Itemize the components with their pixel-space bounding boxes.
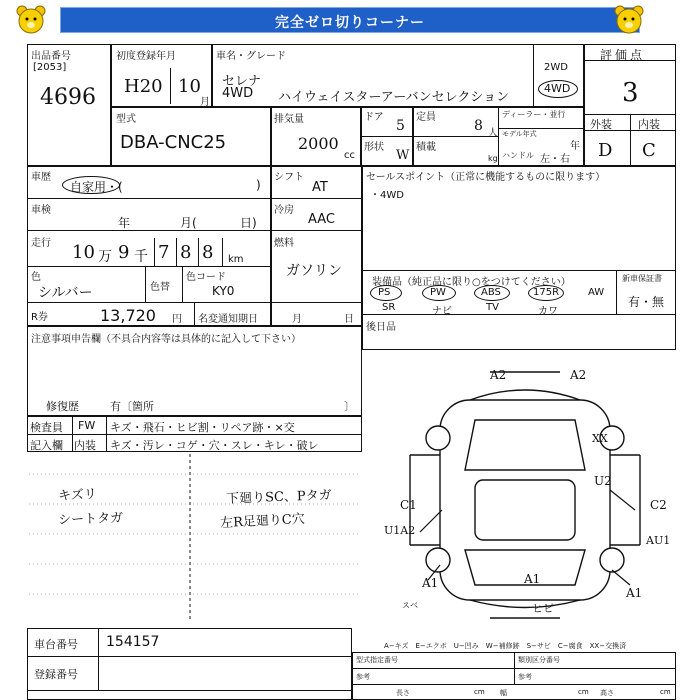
lot-number-label: 出品番号 (31, 51, 71, 62)
interior-grade: C (642, 140, 656, 161)
handwritten-note-2: シートタガ (57, 510, 124, 529)
reference-label-2: 参考 (518, 673, 532, 681)
sales-points-label: セールスポイント（正常に機能するものに限ります） (366, 172, 606, 183)
first-reg-month-unit: 月 (200, 97, 210, 108)
notes-label: 注意事項申告欄（不具合内容等は具体的に記入して下さい） (31, 334, 301, 345)
title-banner (60, 7, 640, 33)
capacity-unit: 人 (488, 128, 498, 139)
chassis-label: 車台番号 (34, 638, 78, 651)
category-number-label: 類別区分番号 (518, 656, 560, 664)
history-label: 車歴 (31, 172, 51, 183)
ac-value: AAC (308, 212, 335, 227)
equipment-sr: SR (382, 302, 396, 313)
damage-mark-au1: AU1 (646, 534, 671, 547)
handwritten-note-1: キズリ (57, 486, 98, 505)
after-market-label: 後日品 (366, 322, 396, 333)
dealer-label: ディーラー・並行 (502, 110, 566, 119)
model-year-label: モデル年式 (502, 130, 537, 138)
displacement-label: 排気量 (274, 114, 304, 125)
lot-number: 4696 (40, 85, 96, 110)
damage-mark-xx: XX (592, 432, 608, 445)
mileage-digit-10: 10 (72, 242, 95, 263)
sales-point-item: ・4WD (370, 190, 404, 201)
height-unit: cm (660, 688, 671, 696)
damage-mark-a1-left: A1 (422, 576, 439, 590)
bear-mascot-icon (612, 4, 646, 36)
first-reg-era: H20 (124, 76, 163, 97)
model-name-label: 車名・グレード (216, 51, 286, 62)
equipment-aw: AW (588, 287, 605, 298)
type-value: DBA-CNC25 (120, 132, 227, 153)
doors-label: ドア (364, 112, 384, 123)
recycle-unit: 円 (172, 314, 182, 325)
drive-4wd: 4WD (544, 82, 571, 95)
repair-history-close: 〕 (344, 400, 355, 413)
inspection-month: 月( (180, 216, 197, 230)
shift-value: AT (312, 180, 328, 195)
doors-value: 5 (396, 118, 405, 134)
damage-mark-hibi: ヒビ (532, 602, 554, 615)
drive-2wd: 2WD (544, 62, 568, 73)
warranty-value: 有・無 (628, 295, 665, 309)
equipment-pw: PW (430, 287, 446, 298)
load-label: 積載 (416, 142, 436, 153)
inspection-day: 日) (240, 216, 257, 230)
damage-mark-a1-right: A1 (626, 586, 643, 600)
color-change-label: 色替 (150, 282, 170, 293)
type-label: 型式 (116, 114, 136, 125)
reference-label-1: 参考 (356, 673, 370, 681)
damage-mark-a2-right: A2 (570, 368, 587, 382)
model-grade: ハイウェイスターアーバンセレクション (278, 90, 510, 105)
mileage-digit-9: 9 (118, 242, 130, 263)
model-year-unit: 年 (570, 141, 580, 152)
first-reg-month: 10 (178, 76, 201, 97)
handle-value: 左・右 (540, 154, 570, 165)
capacity-value: 8 (474, 118, 483, 134)
exterior-label: 外装 (590, 118, 612, 131)
recycle-value: 13,720 (100, 306, 156, 325)
equipment-175r: 175R (533, 287, 560, 298)
handle-label: ハンドル (502, 151, 534, 160)
inspector-int-items: キズ・汚レ・コゲ・穴・スレ・キレ・破レ (110, 439, 319, 452)
displacement-value: 2000 (298, 134, 339, 153)
designated-number-label: 型式指定番号 (356, 656, 398, 664)
equipment-leather: カワ (538, 306, 558, 317)
equipment-ps: PS (378, 287, 391, 298)
displacement-unit: cc (344, 150, 355, 161)
ac-label: 冷房 (274, 205, 294, 216)
model-name: セレナ (222, 74, 262, 89)
evaluation-label: 評価点 (600, 48, 646, 62)
repair-history-value: 有〔箇所 (110, 400, 154, 413)
inspection-year: 年 (118, 216, 131, 230)
inspection-label: 車検 (31, 205, 51, 216)
damage-mark-a2-left: A2 (490, 368, 507, 382)
page-title: 完全ゼロ切りコーナー (275, 15, 425, 31)
evaluation-score: 3 (622, 78, 639, 108)
reg-number-label: 登録番号 (34, 668, 78, 681)
equipment-label: 装備品（純正品に限り○をつけてください） (372, 277, 571, 288)
capacity-label: 定員 (416, 112, 436, 123)
color-code: KY0 (212, 284, 235, 298)
lot-sub-number: [2053] (33, 62, 67, 73)
exterior-grade: D (598, 140, 613, 161)
first-reg-label: 初度登録年月 (116, 51, 176, 62)
inspector-fw-items: キズ・飛石・ヒビ割・リペア跡・×交 (110, 421, 295, 434)
mileage-unit: km (228, 254, 244, 265)
length-label: 長さ (396, 689, 410, 697)
name-change-label: 名変通知期日 (198, 314, 258, 325)
history-value: 自家用・( (70, 180, 123, 194)
mileage-sen: 千 (134, 249, 148, 265)
handwritten-note-4: 左R足廻りC穴 (219, 511, 306, 532)
damage-mark-c2: C2 (650, 498, 667, 512)
mileage-digit-8a: 8 (180, 242, 192, 263)
load-unit: kg (488, 154, 498, 163)
length-unit: cm (474, 688, 485, 696)
color-code-label: 色コード (186, 272, 226, 283)
inspector-fw: FW (78, 419, 96, 432)
sales-equipment-block (362, 166, 676, 350)
damage-mark-kizu: スベ (402, 601, 418, 610)
fuel-label: 燃料 (274, 238, 294, 249)
handwriting-area (27, 452, 362, 622)
warranty-label: 新車保証書 (622, 274, 662, 283)
mileage-man: 万 (98, 249, 112, 265)
height-label: 高さ (600, 689, 614, 697)
interior-label: 内装 (638, 118, 660, 131)
shift-label: シフト (274, 172, 304, 183)
repair-history-label: 修復歴 (46, 400, 79, 413)
damage-mark-a1-mid: A1 (524, 572, 541, 586)
mileage-digit-7: 7 (158, 242, 170, 263)
damage-mark-c1: C1 (400, 498, 417, 512)
inspector-int: 内装 (74, 439, 96, 452)
width-label: 幅 (500, 689, 507, 697)
header (0, 0, 700, 40)
color-value: シルバー (38, 285, 93, 301)
damage-mark-u1a2: U1A2 (384, 524, 416, 537)
inspector-label-1: 検査員 (30, 421, 63, 434)
damage-legend: A−キズ E−エクボ U−凹み W−補修跡 S−サビ C−腐食 XX−交換済 (384, 642, 627, 650)
shape-label: 形状 (364, 142, 384, 153)
name-change-month: 月 (292, 314, 302, 325)
model-drive: 4WD (222, 86, 254, 101)
equipment-tv: TV (486, 302, 499, 313)
color-label: 色 (31, 272, 41, 283)
chassis-number: 154157 (106, 634, 160, 650)
damage-mark-u2: U2 (594, 474, 612, 488)
history-close: ) (256, 178, 261, 192)
inspector-label-2: 記入欄 (30, 439, 63, 452)
recycle-label: R券 (31, 312, 48, 323)
fuel-value: ガソリン (286, 263, 342, 279)
handwritten-note-3: 下廻りSC、Pタガ (225, 488, 332, 507)
equipment-abs: ABS (481, 287, 501, 298)
name-change-day: 日 (344, 314, 354, 325)
bear-mascot-icon (14, 4, 48, 36)
width-unit: cm (578, 688, 589, 696)
mileage-label: 走行 (31, 238, 51, 249)
mileage-digit-8b: 8 (202, 242, 214, 263)
equipment-navi: ナビ (432, 306, 452, 317)
shape-value: W (396, 148, 410, 163)
